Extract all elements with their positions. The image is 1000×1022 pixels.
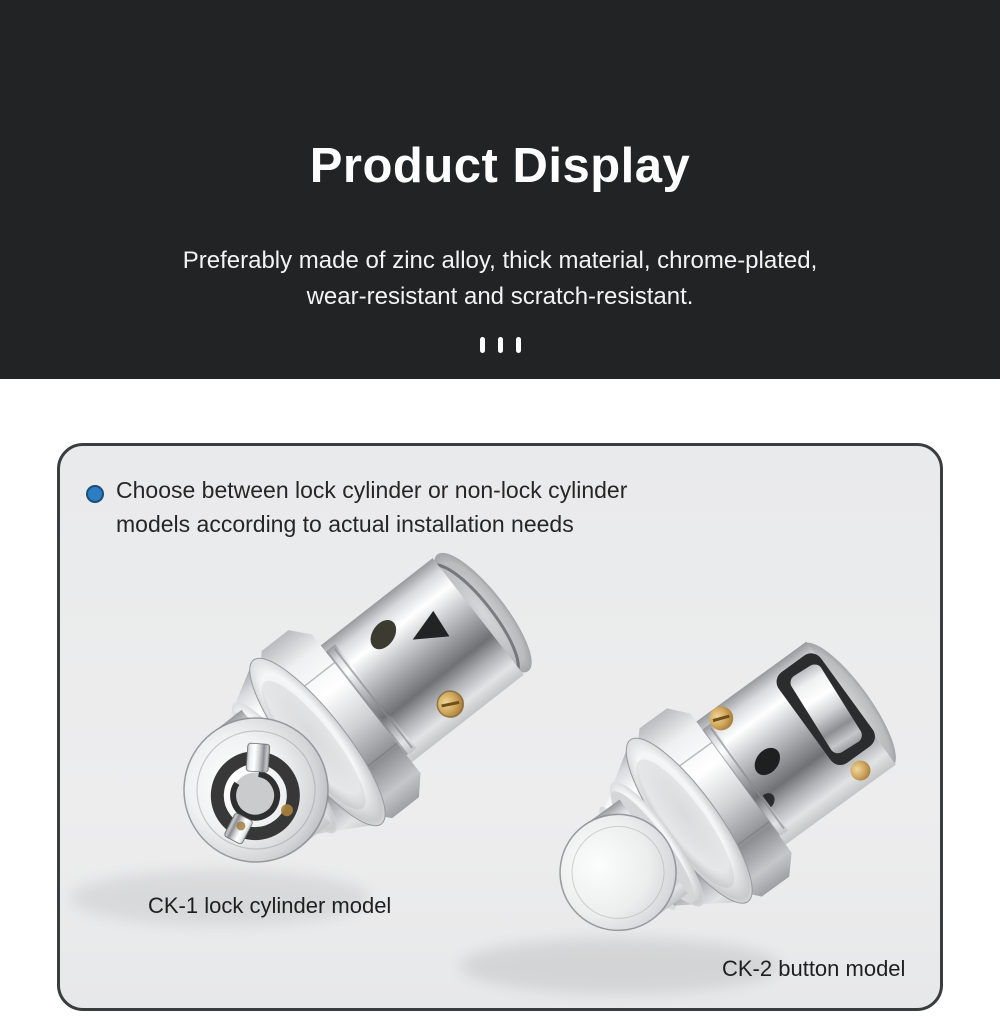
hero-subtitle-line-2: wear-resistant and scratch-resistant. [306, 283, 694, 310]
feature-card [57, 443, 943, 1011]
hero-subtitle-line-1: Preferably made of zinc alloy, thick material, chrome-plated, [182, 247, 818, 274]
divider-dash-icon [516, 337, 521, 353]
divider-dash-icon [498, 337, 503, 353]
hero-subtitle [0, 243, 1000, 315]
ck1-product-image [134, 516, 566, 918]
product-label-ck1: CK-1 lock cylinder model [148, 893, 392, 918]
divider-dashes [0, 337, 1000, 353]
hero-section [0, 0, 1000, 379]
ck2-product-image [510, 608, 927, 990]
divider-dash-icon [480, 337, 485, 353]
product-label-ck2: CK-2 button model [722, 956, 906, 981]
page-title: Product Display [309, 139, 691, 193]
bullet-text-line-1: Choose between lock cylinder or non-lock cylinder [116, 477, 628, 503]
bullet-text-line-2: models according to actual installation needs [116, 511, 574, 537]
product-display-image [60, 446, 943, 1011]
